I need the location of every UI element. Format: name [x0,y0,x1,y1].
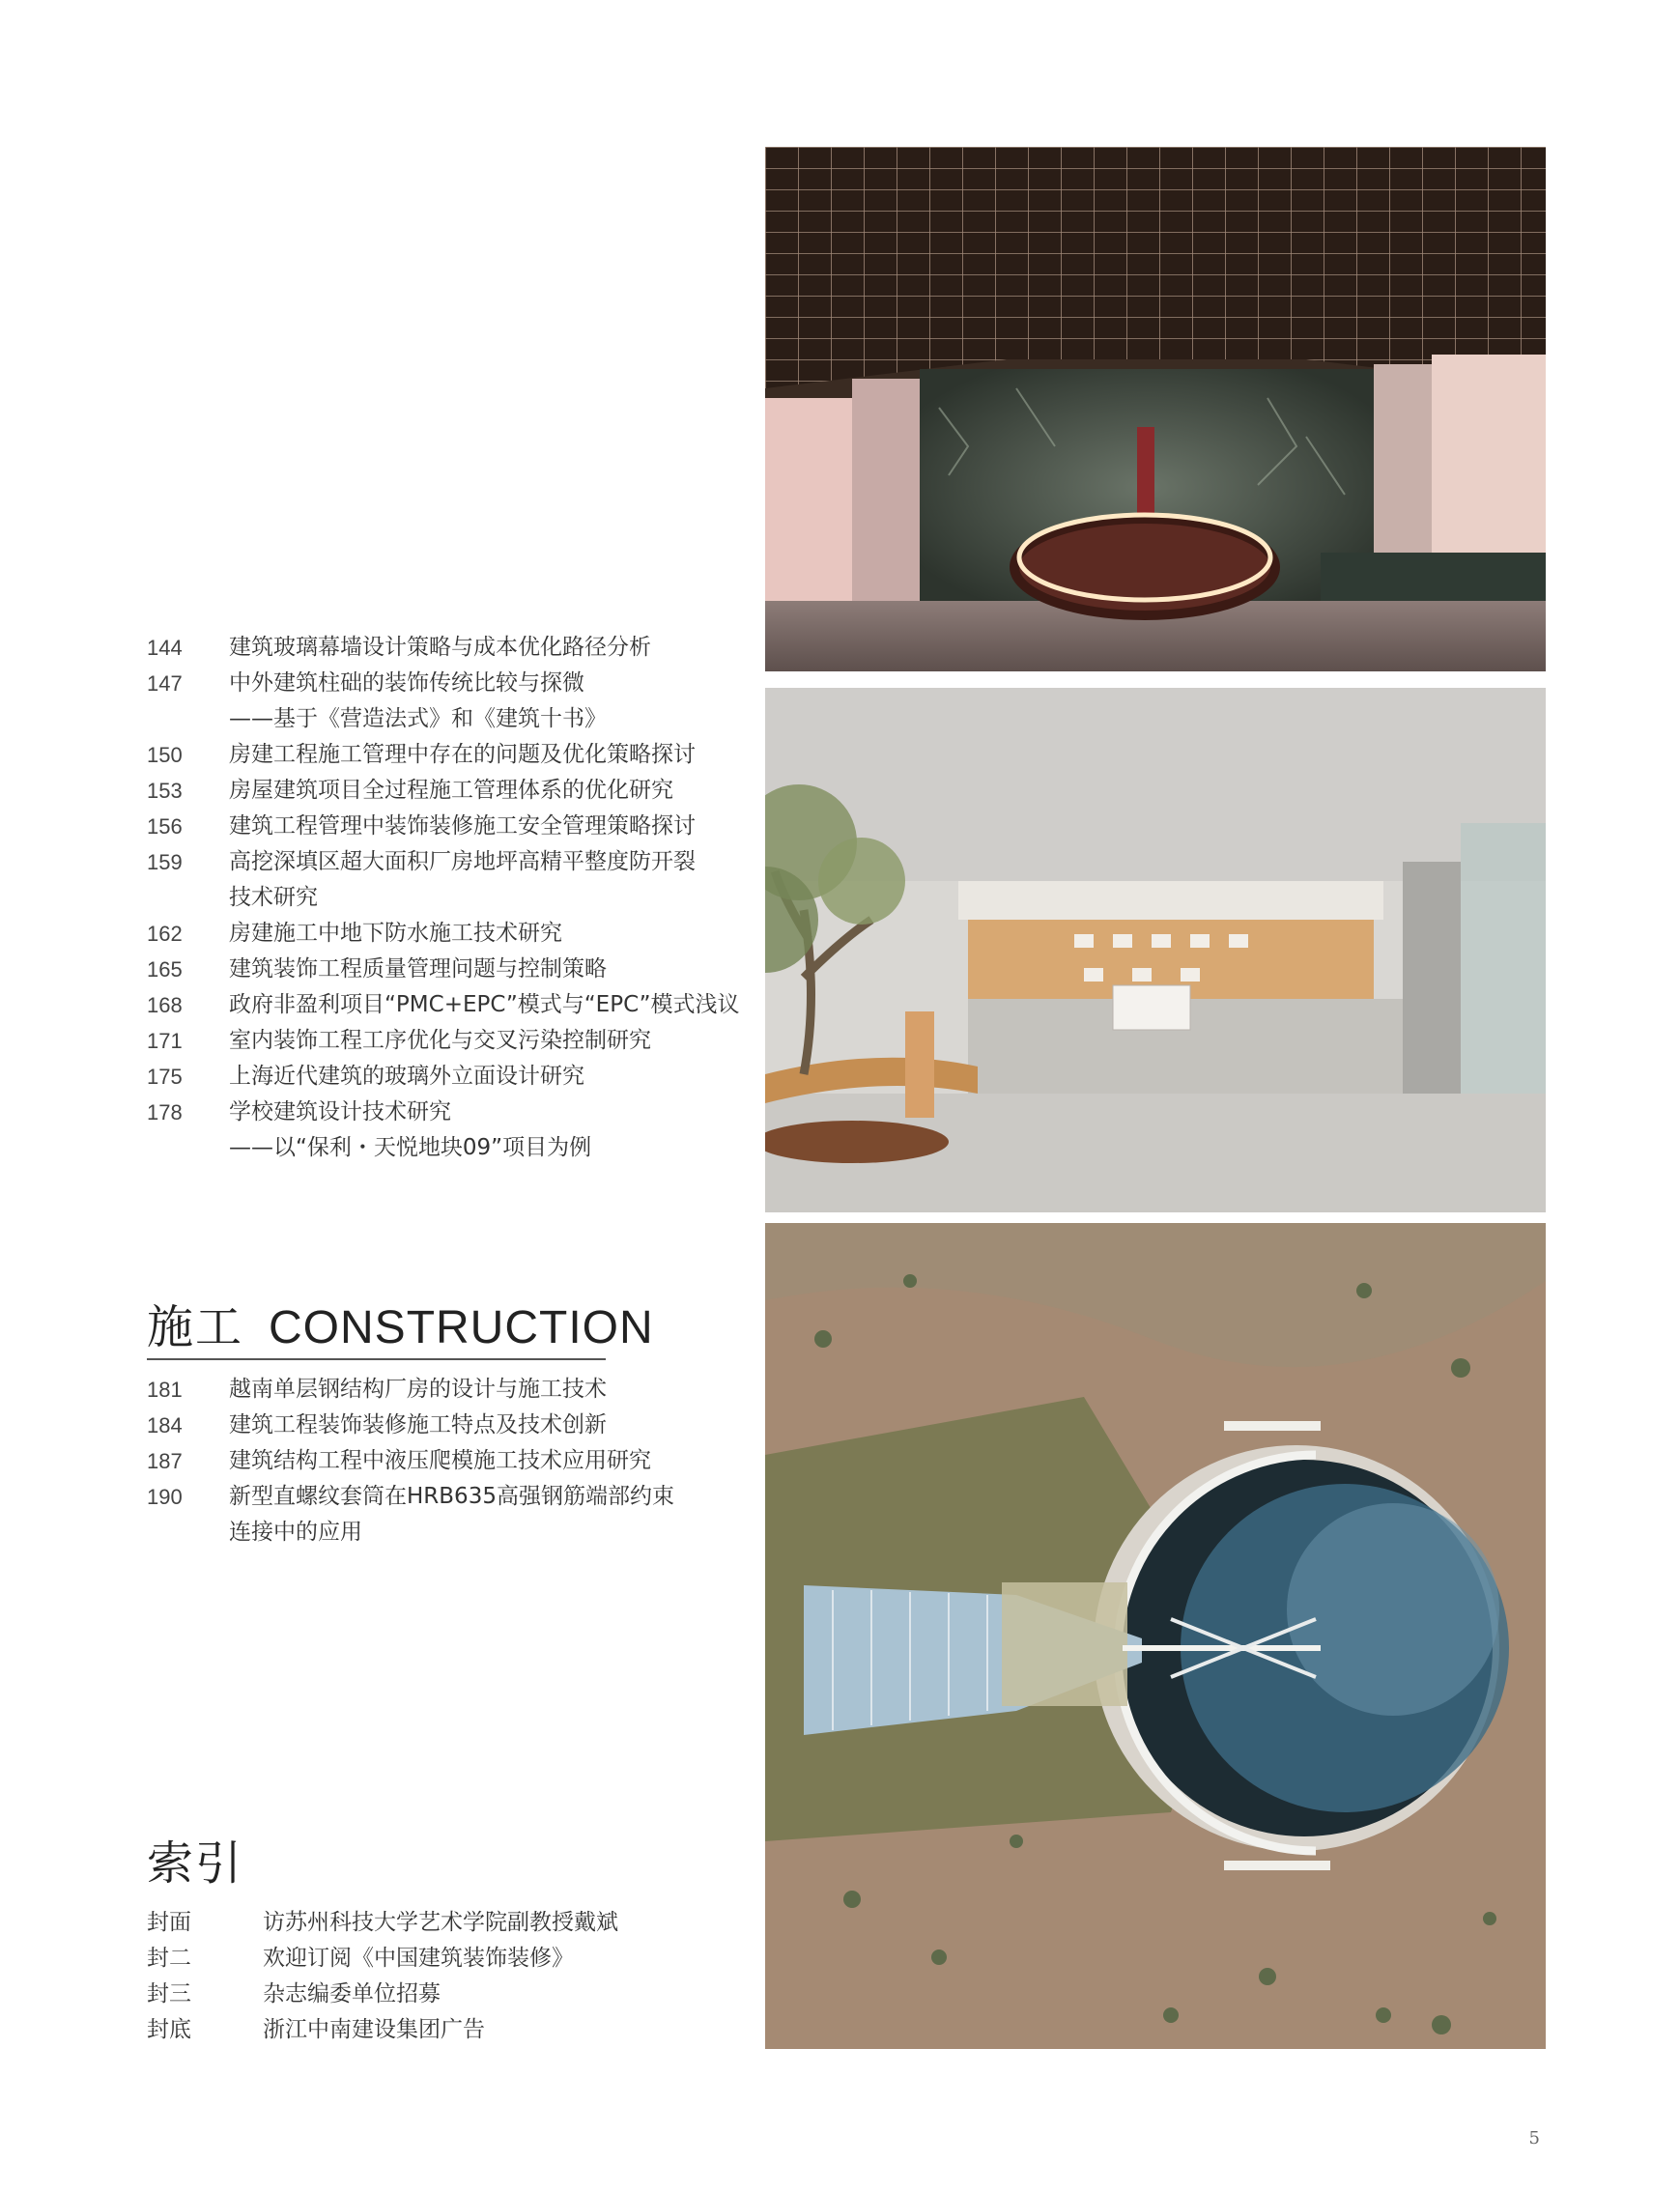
index-list [147,1905,746,2048]
toc-entry[interactable] [147,916,746,952]
toc-entry[interactable] [147,630,746,666]
index-entry[interactable] [147,1941,746,1977]
toc-subtitle: ——以“保利・天悦地块09”项目为例 [229,1135,592,1160]
photo-aerial-circular-pool [765,1223,1546,2049]
toc-entry[interactable] [147,737,746,773]
toc-entry[interactable] [147,773,746,809]
photo-aerial-pool-image [765,1223,1546,2049]
toc-page-number: 165 [147,957,183,982]
toc-title: 高挖深填区超大面积厂房地坪高精平整度防开裂 [229,849,696,874]
photo-cafe-interior-image [765,688,1546,1212]
photo-cafe-interior [765,688,1546,1212]
toc-page-number: 153 [147,779,183,803]
toc-entry[interactable] [147,1372,746,1408]
toc-page-number: 184 [147,1413,183,1437]
toc-title: 建筑工程管理中装饰装修施工安全管理策略探讨 [229,813,696,839]
toc-title-continuation: 技术研究 [229,885,318,910]
toc-title: 建筑结构工程中液压爬模施工技术应用研究 [229,1448,651,1473]
toc-page-number: 159 [147,850,183,874]
index-text: 访苏州科技大学艺术学院副教授戴斌 [263,1910,618,1935]
section-divider [147,1358,606,1360]
index-entry[interactable] [147,2012,746,2048]
toc-title: 上海近代建筑的玻璃外立面设计研究 [229,1064,584,1089]
toc-entry[interactable] [147,809,746,844]
toc-page-number [147,1515,229,1551]
photo-interior-ring-sculpture [765,147,1546,671]
toc-title: 房建施工中地下防水施工技术研究 [229,921,562,946]
toc-entry[interactable] [147,1443,746,1479]
toc-page-number [147,701,229,737]
toc-title: 建筑装饰工程质量管理问题与控制策略 [229,956,607,982]
index-label: 封面 [147,1910,191,1935]
toc-page-number: 156 [147,814,183,839]
toc-entry-continuation [147,1515,746,1551]
index-entry[interactable] [147,1905,746,1941]
index-label: 封二 [147,1946,191,1971]
index-entry[interactable] [147,1977,746,2012]
toc-title: 建筑玻璃幕墙设计策略与成本优化路径分析 [229,635,651,660]
toc-entry[interactable] [147,1408,746,1443]
toc-entry[interactable] [147,1023,746,1059]
index-heading: 索引 [147,1836,244,1891]
toc-entry[interactable] [147,987,746,1023]
toc-entry[interactable] [147,952,746,987]
toc-title: 政府非盈利项目“PMC+EPC”模式与“EPC”模式浅议 [229,992,740,1017]
toc-entry[interactable] [147,1095,746,1130]
toc-page-number: 178 [147,1100,183,1124]
index-text: 杂志编委单位招募 [263,1981,441,2006]
toc-page-number [147,1130,229,1166]
toc-title: 新型直螺纹套筒在HRB635高强钢筋端部约束 [229,1484,674,1509]
toc-list [147,630,746,1166]
toc-entry-subtitle [147,1130,746,1166]
toc-title: 房屋建筑项目全过程施工管理体系的优化研究 [229,778,673,803]
construction-heading-en: CONSTRUCTION [269,1302,654,1353]
toc-subtitle: ——基于《营造法式》和《建筑十书》 [229,706,607,731]
construction-list [147,1372,746,1551]
index-label: 封底 [147,2017,191,2042]
toc-title: 室内装饰工程工序优化与交叉污染控制研究 [229,1028,651,1053]
toc-entry[interactable] [147,844,746,880]
index-text: 浙江中南建设集团广告 [263,2017,485,2042]
toc-page-number: 181 [147,1378,183,1402]
toc-title: 越南单层钢结构厂房的设计与施工技术 [229,1377,607,1402]
index-label: 封三 [147,1981,191,2006]
toc-page-number: 162 [147,922,183,946]
toc-page-number: 147 [147,671,183,696]
construction-heading [147,1290,654,1356]
toc-title: 中外建筑柱础的装饰传统比较与探微 [229,670,584,696]
toc-entry[interactable] [147,666,746,701]
toc-entry-continuation [147,880,746,916]
toc-entry-subtitle [147,701,746,737]
toc-page-number: 175 [147,1065,183,1089]
toc-page-number: 168 [147,993,183,1017]
toc-page-number: 171 [147,1029,183,1053]
index-text: 欢迎订阅《中国建筑装饰装修》 [263,1946,574,1971]
toc-title: 学校建筑设计技术研究 [229,1099,451,1124]
page-number: 5 [1528,2128,1540,2148]
toc-entry[interactable] [147,1059,746,1095]
toc-page-number: 187 [147,1449,183,1473]
toc-page-number: 144 [147,636,183,660]
toc-entry[interactable] [147,1479,746,1515]
toc-page-number: 150 [147,743,183,767]
toc-title-continuation: 连接中的应用 [229,1520,362,1545]
photo-interior-ring-image [765,147,1546,671]
toc-title: 建筑工程装饰装修施工特点及技术创新 [229,1412,607,1437]
toc-page-number [147,880,229,916]
toc-page-number: 190 [147,1485,183,1509]
construction-heading-zh: 施工 [147,1300,244,1354]
index-heading-wrap [147,1826,243,1892]
toc-title: 房建工程施工管理中存在的问题及优化策略探讨 [229,742,696,767]
